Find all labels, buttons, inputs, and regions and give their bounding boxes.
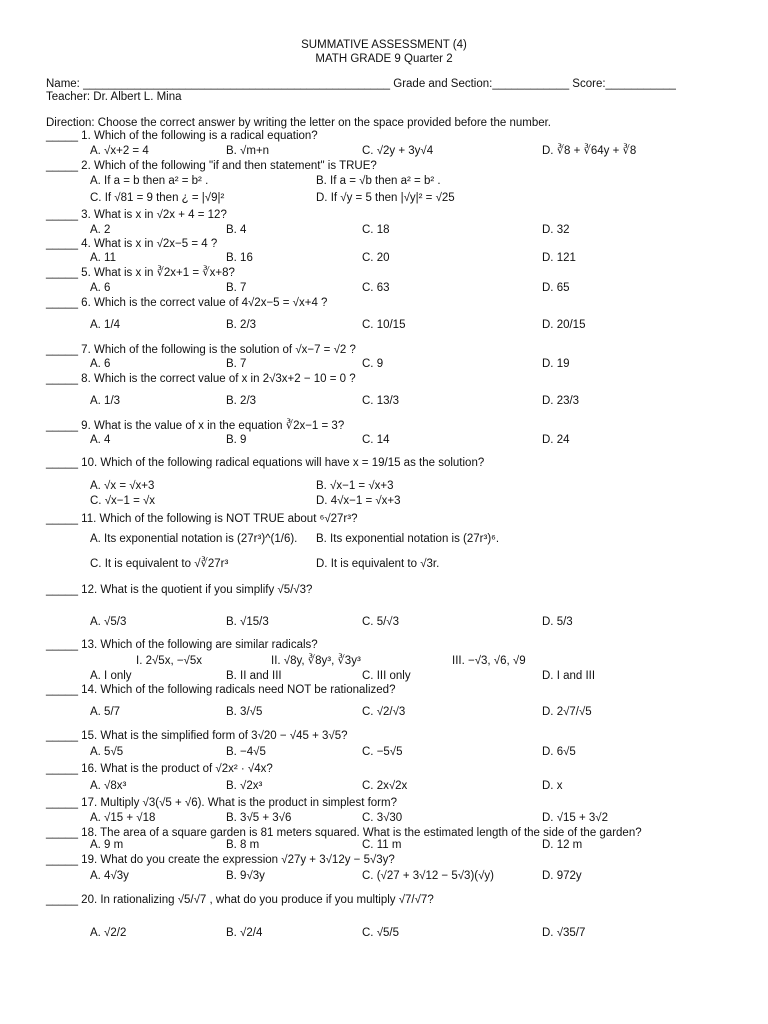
question-16-option-d: D. x: [542, 780, 563, 792]
question-5-option-a: A. 6: [90, 282, 111, 294]
question-12-option-d: D. 5/3: [542, 616, 573, 628]
question-2-option-b: B. If a = √b then a² = b² .: [316, 175, 441, 187]
question-18: _____ 18. The area of a square garden is 81 meters squared. What is the estimated length of the side of the garden?: [46, 827, 642, 839]
question-5: _____ 5. What is x in ∛2x+1 = ∛x+8?: [46, 267, 235, 279]
question-19-option-c: C. (√27 + 3√12 − 5√3)(√y): [362, 870, 494, 882]
question-17-option-b: B. 3√5 + 3√6: [226, 812, 292, 824]
question-20-option-a: A. √2/2: [90, 927, 127, 939]
question-19-option-a: A. 4√3y: [90, 870, 129, 882]
question-9: _____ 9. What is the value of x in the equation ∛2x−1 = 3?: [46, 420, 345, 432]
question-6: _____ 6. Which is the correct value of 4√2x−5 = √x+4 ?: [46, 297, 328, 309]
question-6-option-d: D. 20/15: [542, 319, 586, 331]
question-7-option-b: B. 7: [226, 358, 247, 370]
question-15-option-d: D. 6√5: [542, 746, 576, 758]
question-13-option-a: A. I only: [90, 670, 132, 682]
question-13-option-b: B. II and III: [226, 670, 282, 682]
question-8-option-d: D. 23/3: [542, 395, 580, 407]
page-subtitle: MATH GRADE 9 Quarter 2: [315, 53, 453, 65]
question-14-option-c: C. √2/√3: [362, 706, 406, 718]
question-10-option-c: C. √x−1 = √x: [90, 495, 156, 507]
question-17-option-a: A. √15 + √18: [90, 812, 156, 824]
question-2-option-a: A. If a = b then a² = b² .: [90, 175, 209, 187]
question-20-option-b: B. √2/4: [226, 927, 263, 939]
question-19: _____ 19. What do you create the expression √27y + 3√12y − 5√3y?: [46, 854, 395, 866]
question-8-option-c: C. 13/3: [362, 395, 400, 407]
question-18-option-b: B. 8 m: [226, 839, 260, 851]
question-18-option-d: D. 12 m: [542, 839, 583, 851]
question-4-option-a: A. 11: [90, 252, 116, 264]
question-19-option-b: B. 9√3y: [226, 870, 265, 882]
question-12-option-b: B. √15/3: [226, 616, 269, 628]
question-4-option-d: D. 121: [542, 252, 576, 264]
question-1-option-a: A. √x+2 = 4: [90, 145, 149, 157]
question-11-option-d: D. It is equivalent to √3r.: [316, 558, 440, 570]
question-18-option-c: C. 11 m: [362, 839, 402, 851]
question-5-option-c: C. 63: [362, 282, 390, 294]
question-14: _____ 14. Which of the following radicals need NOT be rationalized?: [46, 684, 396, 696]
question-12-option-c: C. 5/√3: [362, 616, 399, 628]
question-9-option-c: C. 14: [362, 434, 390, 446]
question-9-option-a: A. 4: [90, 434, 111, 446]
question-10-option-d: D. 4√x−1 = √x+3: [316, 495, 401, 507]
question-15-option-c: C. −5√5: [362, 746, 403, 758]
teacher-line: Teacher: Dr. Albert L. Mina: [46, 91, 182, 103]
question-11-option-a: A. Its exponential notation is (27r³)^(1/6).: [90, 533, 298, 545]
question-1-option-c: C. √2y + 3y√4: [362, 145, 434, 157]
question-5-option-b: B. 7: [226, 282, 247, 294]
question-13-item-3: III. −√3, √6, √9: [452, 655, 526, 667]
question-6-option-a: A. 1/4: [90, 319, 121, 331]
question-14-option-d: D. 2√7/√5: [542, 706, 592, 718]
question-3-option-b: B. 4: [226, 224, 247, 236]
question-7: _____ 7. Which of the following is the solution of √x−7 = √2 ?: [46, 344, 356, 356]
question-15-option-a: A. 5√5: [90, 746, 124, 758]
question-2: _____ 2. Which of the following "if and then statement" is TRUE?: [46, 160, 377, 172]
question-19-option-d: D. 972y: [542, 870, 582, 882]
question-6-option-c: C. 10/15: [362, 319, 406, 331]
question-17-option-c: C. 3√30: [362, 812, 403, 824]
question-18-option-a: A. 9 m: [90, 839, 124, 851]
question-7-option-a: A. 6: [90, 358, 111, 370]
question-10-option-b: B. √x−1 = √x+3: [316, 480, 394, 492]
name-grade-score-line: Name: ________________________________________________ Grade and Section:____________ Score:___________: [46, 78, 676, 90]
question-6-option-b: B. 2/3: [226, 319, 257, 331]
question-4-option-c: C. 20: [362, 252, 390, 264]
question-9-option-d: D. 24: [542, 434, 570, 446]
question-17: _____ 17. Multiply √3(√5 + √6). What is the product in simplest form?: [46, 797, 397, 809]
question-16: _____ 16. What is the product of √2x² · √4x?: [46, 763, 273, 775]
question-13-item-1: I. 2√5x, −√5x: [136, 655, 203, 667]
question-3-option-a: A. 2: [90, 224, 111, 236]
question-8-option-b: B. 2/3: [226, 395, 257, 407]
question-1-option-d: D. ∛8 + ∛64y + ∛8: [542, 145, 637, 157]
question-11-option-c: C. It is equivalent to √∛27r³: [90, 558, 229, 570]
question-8-option-a: A. 1/3: [90, 395, 121, 407]
question-5-option-d: D. 65: [542, 282, 570, 294]
question-4-option-b: B. 16: [226, 252, 253, 264]
page-title: SUMMATIVE ASSESSMENT (4): [301, 39, 467, 51]
question-1: _____ 1. Which of the following is a radical equation?: [46, 130, 318, 142]
question-13: _____ 13. Which of the following are similar radicals?: [46, 639, 318, 651]
question-14-option-a: A. 5/7: [90, 706, 121, 718]
question-15: _____ 15. What is the simplified form of 3√20 − √45 + 3√5?: [46, 730, 348, 742]
question-20: _____ 20. In rationalizing √5/√7 , what do you produce if you multiply √7/√7?: [46, 894, 434, 906]
question-17-option-d: D. √15 + 3√2: [542, 812, 609, 824]
question-13-option-d: D. I and III: [542, 670, 596, 682]
question-12: _____ 12. What is the quotient if you simplify √5/√3?: [46, 584, 313, 596]
question-16-option-a: A. √8x³: [90, 780, 127, 792]
directions: Direction: Choose the correct answer by writing the letter on the space provided before the number.: [46, 117, 551, 129]
question-7-option-c: C. 9: [362, 358, 384, 370]
question-7-option-d: D. 19: [542, 358, 570, 370]
question-3: _____ 3. What is x in √2x + 4 = 12?: [46, 209, 227, 221]
question-8: _____ 8. Which is the correct value of x in 2√3x+2 − 10 = 0 ?: [46, 373, 356, 385]
question-13-option-c: C. III only: [362, 670, 411, 682]
question-3-option-d: D. 32: [542, 224, 570, 236]
question-12-option-a: A. √5/3: [90, 616, 127, 628]
question-16-option-b: B. √2x³: [226, 780, 263, 792]
question-11-option-b: B. Its exponential notation is (27r³)⁶.: [316, 533, 500, 545]
question-2-option-d: D. If √y = 5 then |√y|² = √25: [316, 192, 455, 204]
question-1-option-b: B. √m+n: [226, 145, 270, 157]
question-10-option-a: A. √x = √x+3: [90, 480, 155, 492]
question-14-option-b: B. 3/√5: [226, 706, 263, 718]
question-16-option-c: C. 2x√2x: [362, 780, 408, 792]
question-4: _____ 4. What is x in √2x−5 = 4 ?: [46, 238, 218, 250]
question-20-option-d: D. √35/7: [542, 927, 586, 939]
question-11: _____ 11. Which of the following is NOT TRUE about ⁶√27r³?: [46, 513, 358, 525]
question-2-option-c: C. If √81 = 9 then ¿ = |√9|²: [90, 192, 225, 204]
question-10: _____ 10. Which of the following radical equations will have x = 19/15 as the solution?: [46, 457, 485, 469]
question-20-option-c: C. √5/5: [362, 927, 399, 939]
question-15-option-b: B. −4√5: [226, 746, 266, 758]
question-9-option-b: B. 9: [226, 434, 247, 446]
question-3-option-c: C. 18: [362, 224, 390, 236]
question-13-item-2: II. √8y, ∛8y³, ∛3y³: [271, 655, 361, 667]
